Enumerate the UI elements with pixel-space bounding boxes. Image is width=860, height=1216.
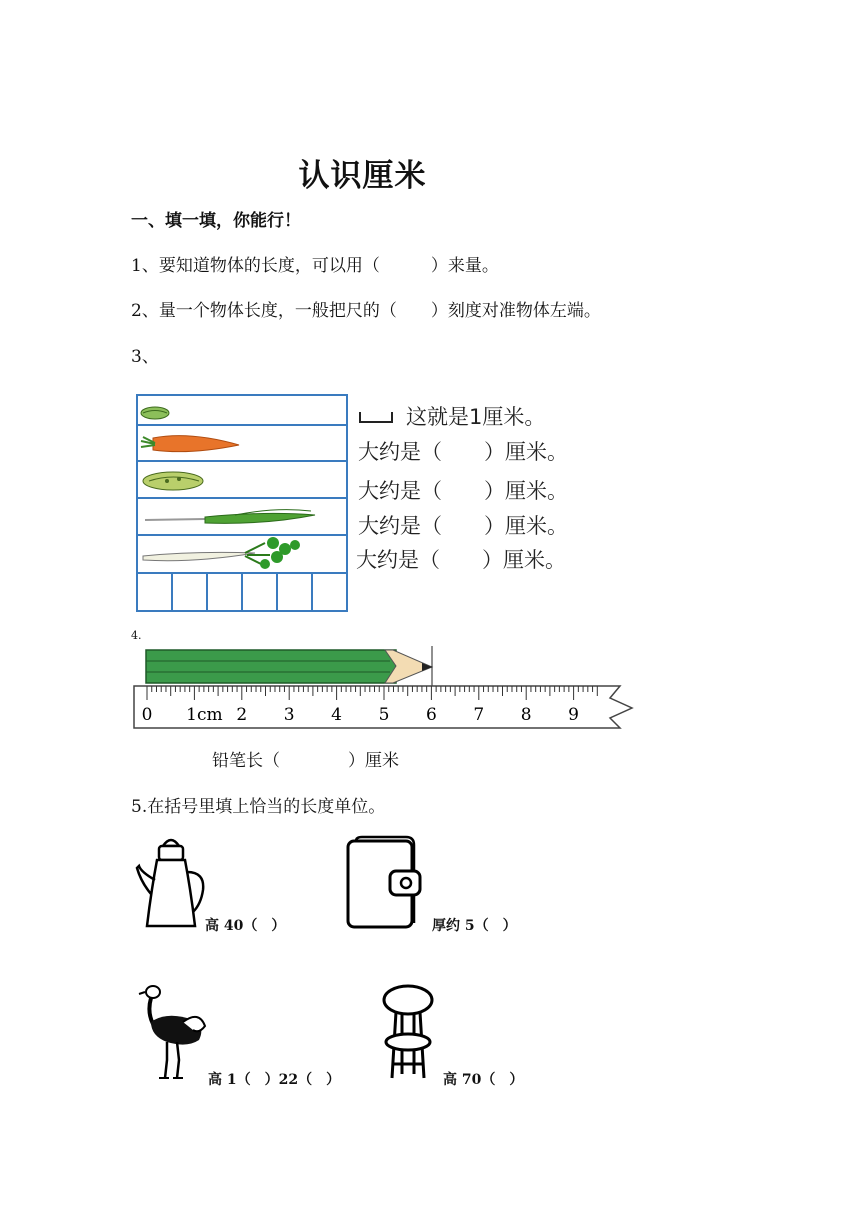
- ruler-tick-label: 4: [331, 705, 343, 725]
- question-4-answer: 铅笔长（ ）厘米: [212, 751, 399, 771]
- stool-icon: [378, 984, 438, 1084]
- question-5-label: 5.在括号里填上恰当的长度单位。: [131, 797, 386, 817]
- pencil-ruler: [130, 640, 640, 735]
- ruler-tick-label: 6: [425, 705, 437, 725]
- estimate-row-4: 大约是（ ）厘米。: [356, 548, 566, 572]
- question-4-label: 4.: [131, 629, 142, 642]
- ruler-tick-label: 2: [236, 705, 248, 725]
- page-title: 认识厘米: [298, 158, 427, 194]
- question-1: 1、要知道物体的长度，可以用（ ）来量。: [131, 256, 499, 276]
- kettle-icon: [135, 832, 207, 932]
- ruler-tick-label: 8: [520, 705, 532, 725]
- ruler-tick-label: 9: [568, 705, 580, 725]
- estimate-row-1: 大约是（ ）厘米。: [358, 440, 568, 464]
- ruler-tick-label: 7: [473, 705, 485, 725]
- ostrich-icon: [137, 982, 209, 1084]
- leaf-icon: [141, 407, 169, 419]
- question-3-label: 3、: [131, 347, 159, 367]
- one-cm-note: 这就是1厘米。: [406, 405, 546, 429]
- pencil-icon: [146, 646, 432, 690]
- estimate-row-2: 大约是（ ）厘米。: [358, 479, 568, 503]
- ruler-tick-label: 1cm: [186, 705, 223, 725]
- one-cm-bracket: [358, 408, 394, 426]
- kettle-caption: 高 40（ ）: [205, 918, 286, 934]
- ruler-tick-label: 5: [378, 705, 390, 725]
- ostrich-caption: 高 1（ ）22（ ）: [208, 1072, 341, 1088]
- cucumber-icon: [143, 472, 203, 490]
- question-2: 2、量一个物体长度，一般把尺的（ ）刻度对准物体左端。: [131, 301, 601, 321]
- ruler-tick-label: 3: [283, 705, 295, 725]
- ruler-tick-label: 0: [141, 705, 153, 725]
- wallet-caption: 厚约 5（ ）: [432, 918, 517, 934]
- stool-caption: 高 70（ ）: [443, 1072, 524, 1088]
- vegetable-grid: [135, 393, 351, 615]
- wallet-icon: [344, 835, 426, 931]
- estimate-row-3: 大约是（ ）厘米。: [358, 514, 568, 538]
- section-heading: 一、填一填，你能行！: [131, 211, 301, 231]
